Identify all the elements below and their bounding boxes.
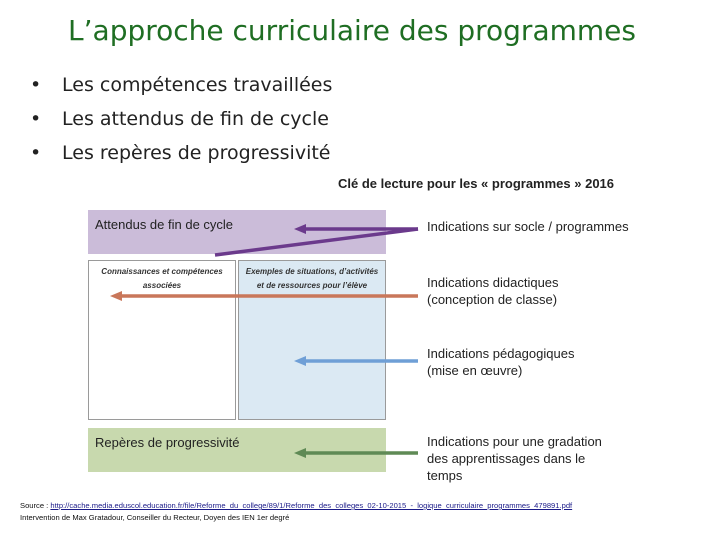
indication-socle: Indications sur socle / programmes	[427, 219, 629, 234]
exemples-label: Exemples de situations, d’activités et de ressources pour l’élève	[245, 267, 379, 290]
connaissances-label: Connaissances et compétences associées	[101, 267, 223, 290]
bullet-icon: •	[30, 74, 42, 96]
bullet-text: Les compétences travaillées	[62, 74, 333, 96]
arrow-socle	[215, 224, 418, 255]
diagram-title: Clé de lecture pour les « programmes » 2016	[338, 176, 615, 191]
indication-pedagogiques: Indications pédagogiques (mise en œuvre)	[427, 346, 575, 378]
source-prefix: Source :	[20, 501, 51, 510]
bullet-icon: •	[30, 142, 42, 164]
bullet-text: Les attendus de fin de cycle	[62, 108, 329, 130]
bullet-icon: •	[30, 108, 42, 130]
source-credit: Intervention de Max Gratadour, Conseiller du Recteur, Doyen des IEN 1er degré	[20, 513, 290, 522]
arrow-gradation	[294, 448, 418, 458]
source-link[interactable]: http://cache.media.eduscol.education.fr/file/Reforme_du_college/89/1/Reforme_des_colleges_02-10-2015_-_logique_curriculaire_programmes_479891.pdf	[50, 501, 573, 510]
source-footer	[20, 500, 572, 524]
bullet-text: Les repères de progressivité	[62, 142, 331, 164]
attendus-label: Attendus de fin de cycle	[95, 217, 234, 232]
source-line	[20, 500, 572, 512]
indication-gradation: Indications pour une gradation des apprentissages dans le temps	[427, 434, 602, 483]
reperes-label: Repères de progressivité	[95, 435, 240, 450]
arrow-pedagogiques	[294, 356, 418, 366]
arrow-didactiques	[110, 291, 418, 301]
indication-didactiques: Indications didactiques (conception de classe)	[427, 275, 559, 307]
slide-title: L’approche curriculaire des programmes	[68, 14, 636, 47]
